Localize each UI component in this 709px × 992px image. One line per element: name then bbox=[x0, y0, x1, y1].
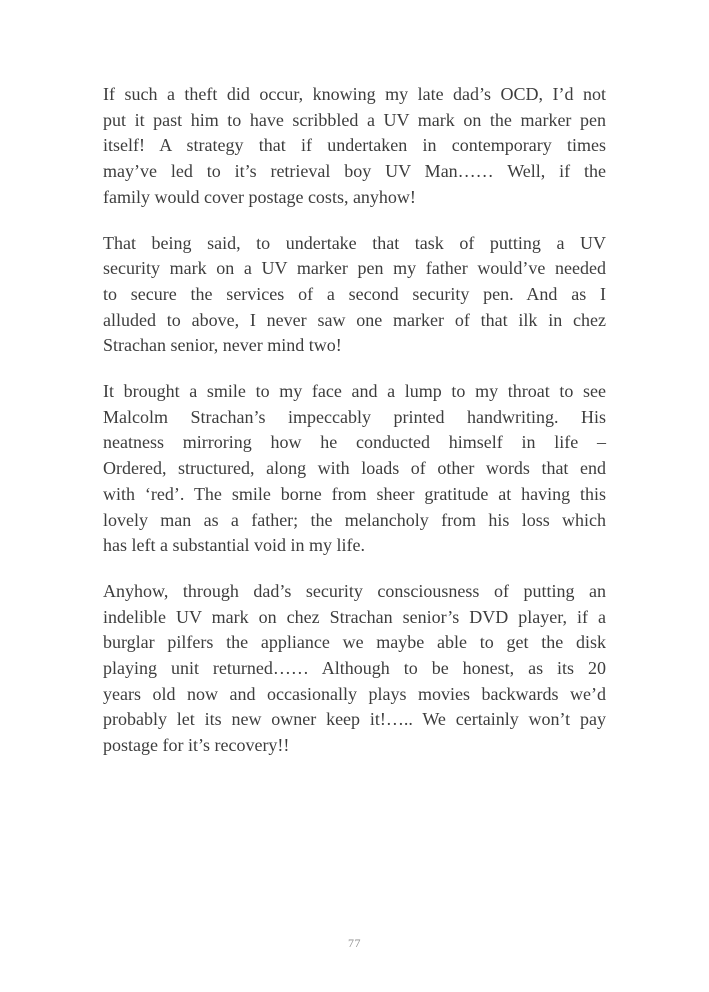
text-line: may’ve led to it’s retrieval boy UV Man…… Well, if the bbox=[103, 161, 606, 182]
text-line: indelible UV mark on chez Strachan senior’s DVD player, if a bbox=[103, 606, 606, 627]
text-line: with ‘red’. The smile borne from sheer gratitude at having this bbox=[103, 483, 606, 504]
page-body bbox=[103, 82, 606, 779]
page-number: 77 bbox=[348, 936, 361, 950]
text-line: Strachan senior, never mind two! bbox=[103, 335, 342, 356]
text-line: itself! A strategy that if undertaken in contemporary times bbox=[103, 135, 606, 156]
text-line: to secure the services of a second security pen. And as I bbox=[103, 283, 606, 304]
text-line: years old now and occasionally plays movies backwards we’d bbox=[103, 683, 606, 704]
text-line: postage for it’s recovery!! bbox=[103, 735, 290, 756]
text-line: If such a theft did occur, knowing my late dad’s OCD, I’d not bbox=[103, 84, 606, 104]
text-line: alluded to above, I never saw one marker of that ilk in chez bbox=[103, 309, 606, 330]
paragraph bbox=[103, 579, 606, 759]
text-line: playing unit returned…… Although to be honest, as its 20 bbox=[103, 658, 606, 679]
text-line: It brought a smile to my face and a lump to my throat to see bbox=[103, 381, 606, 402]
text-line: lovely man as a father; the melancholy from his loss which bbox=[103, 509, 606, 530]
text-line: put it past him to have scribbled a UV mark on the marker pen bbox=[103, 109, 606, 130]
paragraph bbox=[103, 379, 606, 559]
text-line: That being said, to undertake that task of putting a UV bbox=[103, 232, 606, 253]
text-line: family would cover postage costs, anyhow! bbox=[103, 186, 416, 207]
text-line: probably let its new owner keep it!….. We certainly won’t pay bbox=[103, 709, 606, 730]
text-line: Ordered, structured, along with loads of other words that end bbox=[103, 458, 606, 479]
text-line: Anyhow, through dad’s security consciousness of putting an bbox=[103, 580, 606, 601]
paragraph bbox=[103, 82, 606, 211]
paragraph bbox=[103, 231, 606, 360]
text-line: burglar pilfers the appliance we maybe able to get the disk bbox=[103, 632, 606, 653]
text-line: has left a substantial void in my life. bbox=[103, 535, 365, 556]
text-line: Malcolm Strachan’s impeccably printed handwriting. His bbox=[103, 406, 606, 427]
text-line: security mark on a UV marker pen my father would’ve needed bbox=[103, 258, 606, 279]
text-line: neatness mirroring how he conducted himself in life – bbox=[103, 432, 606, 453]
